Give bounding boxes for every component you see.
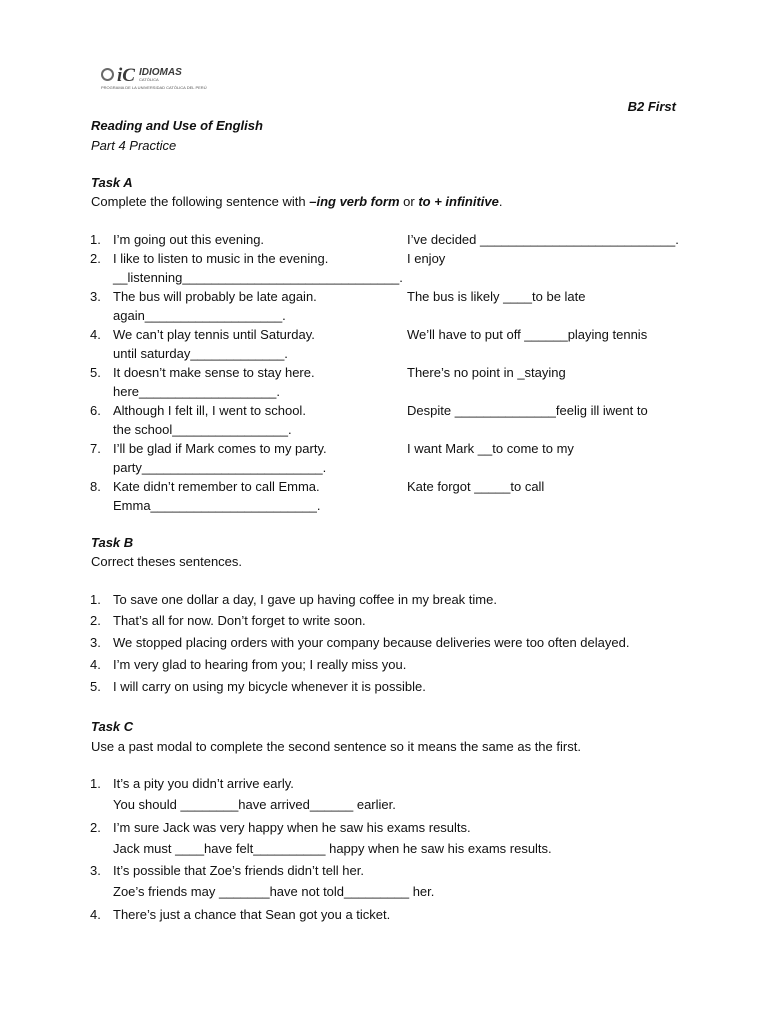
item-number: 2. (90, 251, 101, 266)
logo-ring-icon (101, 68, 114, 81)
answer-line: until saturday_____________. (113, 346, 288, 361)
item-number: 4. (90, 327, 101, 342)
sentence-to-correct: That’s all for now. Don’t forget to write soon. (113, 613, 366, 628)
original-sentence: It doesn’t make sense to stay here. (113, 365, 315, 380)
item-number: 5. (90, 679, 101, 694)
document-subtitle: Part 4 Practice (91, 138, 177, 153)
logo-tagline: PROGRAMA DE LA UNIVERSIDAD CATÓLICA DEL PERÚ (101, 85, 207, 90)
original-sentence: I’ll be glad if Mark comes to my party. (113, 441, 327, 456)
item-number: 3. (90, 863, 101, 878)
task-a-instruction: Complete the following sentence with –ing verb form or to + infinitive. (91, 194, 503, 209)
task-a-heading: Task A (91, 175, 133, 190)
original-sentence: I’m sure Jack was very happy when he saw his exams results. (113, 820, 471, 835)
sentence-to-correct: We stopped placing orders with your company because deliveries were too often delayed. (113, 635, 630, 650)
answer-line: party_________________________. (113, 460, 327, 475)
document-title: Reading and Use of English (91, 118, 263, 133)
item-number: 5. (90, 365, 101, 380)
item-number: 2. (90, 613, 101, 628)
answer-line: the school________________. (113, 422, 292, 437)
original-sentence: Kate didn’t remember to call Emma. (113, 479, 320, 494)
answer-line: Emma_______________________. (113, 498, 321, 513)
sentence-to-correct: To save one dollar a day, I gave up having coffee in my break time. (113, 592, 497, 607)
original-sentence: Although I felt ill, I went to school. (113, 403, 306, 418)
item-number: 6. (90, 403, 101, 418)
rewrite-sentence: Zoe’s friends may _______have not told_________ her. (113, 884, 435, 899)
rewrite-sentence: I want Mark __to come to my (407, 441, 574, 456)
item-number: 7. (90, 441, 101, 456)
task-c-instruction: Use a past modal to complete the second sentence so it means the same as the first. (91, 739, 581, 754)
answer-line: here___________________. (113, 384, 281, 399)
original-sentence: I like to listen to music in the evening. (113, 251, 329, 266)
rewrite-sentence: You should ________have arrived______ earlier. (113, 797, 396, 812)
task-b-heading: Task B (91, 535, 134, 550)
item-number: 3. (90, 289, 101, 304)
exam-level: B2 First (627, 99, 676, 114)
rewrite-sentence: I enjoy (407, 251, 446, 266)
answer-line: __listenning______________________________. (113, 270, 403, 285)
idiomas-catolica-logo (101, 65, 207, 94)
rewrite-sentence: Despite ______________feelig ill iwent to (407, 403, 648, 418)
original-sentence: We can’t play tennis until Saturday. (113, 327, 315, 342)
original-sentence: I’m going out this evening. (113, 232, 265, 247)
item-number: 4. (90, 657, 101, 672)
logo-word: IDIOMAS (139, 67, 182, 78)
rewrite-sentence: Jack must ____have felt__________ happy when he saw his exams results. (113, 841, 552, 856)
original-sentence: The bus will probably be late again. (113, 289, 317, 304)
task-c-heading: Task C (91, 719, 134, 734)
item-number: 8. (90, 479, 101, 494)
rewrite-sentence: The bus is likely ____to be late (407, 289, 586, 304)
sentence-to-correct: I’m very glad to hearing from you; I really miss you. (113, 657, 407, 672)
logo-mark: iC (117, 65, 135, 86)
rewrite-sentence: We’ll have to put off ______playing tennis (407, 327, 648, 342)
rewrite-sentence: There’s no point in _staying (407, 365, 566, 380)
item-number: 1. (90, 592, 101, 607)
item-number: 4. (90, 907, 101, 922)
rewrite-sentence: I’ve decided ___________________________. (407, 232, 679, 247)
item-number: 1. (90, 232, 101, 247)
original-sentence: It’s possible that Zoe’s friends didn’t tell her. (113, 863, 364, 878)
task-b-instruction: Correct theses sentences. (91, 554, 243, 569)
original-sentence: It’s a pity you didn’t arrive early. (113, 776, 294, 791)
rewrite-sentence: Kate forgot _____to call (407, 479, 545, 494)
answer-line: again___________________. (113, 308, 286, 323)
item-number: 3. (90, 635, 101, 650)
original-sentence: There’s just a chance that Sean got you a ticket. (113, 907, 391, 922)
sentence-to-correct: I will carry on using my bicycle whenever it is possible. (113, 679, 426, 694)
item-number: 1. (90, 776, 101, 791)
logo-sub: CATÓLICA (139, 77, 159, 82)
item-number: 2. (90, 820, 101, 835)
